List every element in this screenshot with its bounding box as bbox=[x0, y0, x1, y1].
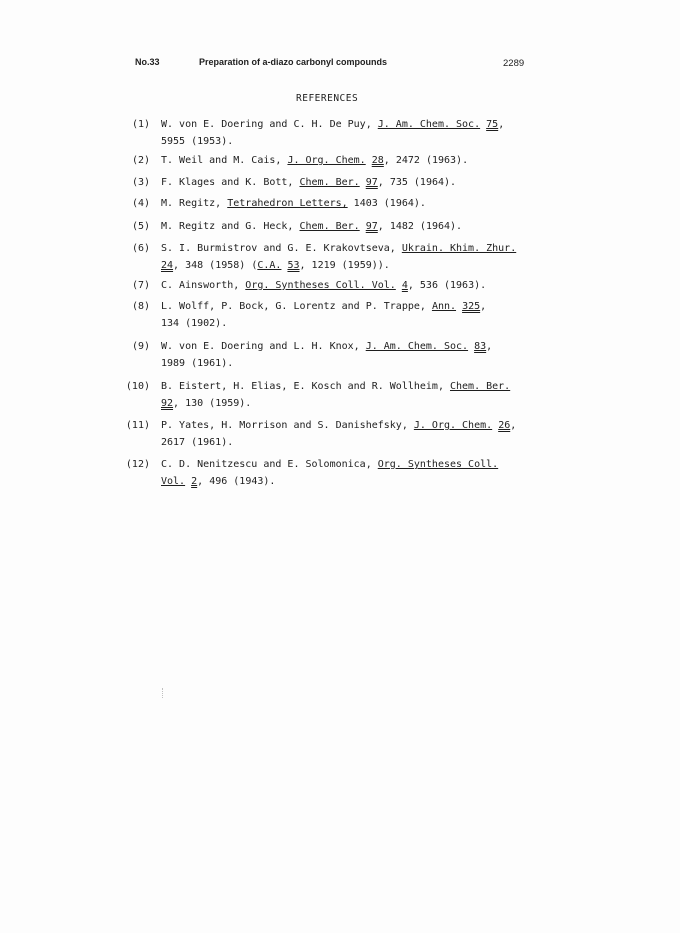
reference-authors: M. Regitz and G. Heck, bbox=[161, 221, 300, 232]
reference-volume: 75 bbox=[486, 119, 499, 130]
reference-body bbox=[161, 277, 541, 294]
references-heading: REFERENCES bbox=[296, 93, 359, 104]
reference-citation: 1403 (1964). bbox=[347, 198, 426, 209]
reference-body bbox=[161, 218, 541, 235]
reference-number: (6) bbox=[131, 243, 150, 254]
reference-volume: 97 bbox=[365, 177, 378, 188]
reference-citation: , 130 (1959). bbox=[173, 398, 252, 409]
reference-volume: 325 bbox=[462, 301, 481, 312]
reference-continuation: 134 (1902). bbox=[161, 318, 228, 329]
reference-body bbox=[161, 338, 541, 372]
page-number: 2289 bbox=[503, 58, 525, 69]
reference-body bbox=[161, 378, 541, 412]
reference-journal: J. Org. Chem. bbox=[413, 420, 493, 431]
reference-authors: C. Ainsworth, bbox=[161, 280, 246, 291]
scan-speck bbox=[162, 688, 166, 698]
reference-volume: 83 bbox=[474, 341, 487, 352]
reference-journal: J. Org. Chem. bbox=[287, 155, 366, 166]
reference-authors: L. Wolff, P. Bock, G. Lorentz and P. Trappe, bbox=[161, 301, 432, 312]
reference-body bbox=[161, 298, 541, 332]
reference-number: (12) bbox=[125, 459, 150, 470]
reference-number: (7) bbox=[131, 280, 150, 291]
reference-volume: 28 bbox=[371, 155, 384, 166]
reference-authors: F. Klages and K. Bott, bbox=[161, 177, 300, 188]
reference-body bbox=[161, 152, 541, 169]
reference-volume: 26 bbox=[498, 420, 511, 431]
reference-body bbox=[161, 174, 541, 191]
reference-citation: , bbox=[480, 301, 487, 312]
reference-body bbox=[161, 195, 541, 212]
reference-volume: 97 bbox=[365, 221, 378, 232]
reference-citation: , bbox=[486, 341, 493, 352]
reference-number: (10) bbox=[125, 381, 150, 392]
reference-body bbox=[161, 456, 541, 490]
reference-continuation: 1989 (1961). bbox=[161, 358, 234, 369]
reference-journal: Vol. bbox=[161, 476, 186, 487]
reference-citation: , 735 (1964). bbox=[377, 177, 457, 188]
reference-citation: , 348 (1958) ( bbox=[173, 260, 258, 271]
reference-body bbox=[161, 116, 541, 150]
reference-journal: Org. Syntheses Coll. Vol. bbox=[245, 280, 396, 291]
reference-journal: Ukrain. Khim. Zhur. bbox=[401, 243, 517, 254]
reference-journal: Tetrahedron Letters, bbox=[227, 198, 348, 209]
reference-volume: 2 bbox=[191, 476, 198, 487]
reference-continuation: 2617 (1961). bbox=[161, 437, 234, 448]
reference-citation: , bbox=[498, 119, 505, 130]
reference-journal: J. Am. Chem. Soc. bbox=[377, 119, 481, 130]
reference-number: (1) bbox=[131, 119, 150, 130]
reference-journal: Chem. Ber. bbox=[449, 381, 511, 392]
reference-journal: Org. Syntheses Coll. bbox=[377, 459, 499, 470]
reference-authors: P. Yates, H. Morrison and S. Danishefsky, bbox=[161, 420, 414, 431]
reference-journal: J. Am. Chem. Soc. bbox=[365, 341, 469, 352]
reference-volume: 53 bbox=[287, 260, 300, 271]
paper-title: Preparation of a-diazo carbonyl compounds bbox=[199, 57, 388, 67]
reference-authors: C. D. Nenitzescu and E. Solomonica, bbox=[161, 459, 378, 470]
reference-body bbox=[161, 240, 541, 274]
reference-continuation: 5955 (1953). bbox=[161, 136, 234, 147]
reference-number: (11) bbox=[125, 420, 150, 431]
reference-journal: Chem. Ber. bbox=[299, 177, 360, 188]
reference-authors: B. Eistert, H. Elias, E. Kosch and R. Wollheim, bbox=[161, 381, 450, 392]
reference-number: (5) bbox=[131, 221, 150, 232]
reference-authors: M. Regitz, bbox=[161, 198, 228, 209]
reference-citation: , 496 (1943). bbox=[197, 476, 276, 487]
reference-number: (2) bbox=[131, 155, 150, 166]
reference-journal: Ann. bbox=[431, 301, 457, 312]
reference-citation: , 1482 (1964). bbox=[377, 221, 463, 232]
reference-number: (8) bbox=[131, 301, 150, 312]
reference-authors: T. Weil and M. Cais, bbox=[161, 155, 288, 166]
reference-citation: , 2472 (1963). bbox=[383, 155, 469, 166]
reference-journal: Chem. Ber. bbox=[299, 221, 360, 232]
reference-number: (4) bbox=[131, 198, 150, 209]
reference-citation: , 536 (1963). bbox=[407, 280, 487, 291]
journal-number: No.33 bbox=[135, 57, 160, 67]
reference-number: (9) bbox=[131, 341, 150, 352]
reference-volume: 4 bbox=[401, 280, 408, 291]
reference-volume: 92 bbox=[161, 398, 174, 409]
reference-citation: , bbox=[510, 420, 517, 431]
running-head bbox=[135, 57, 535, 71]
reference-authors: W. von E. Doering and C. H. De Puy, bbox=[161, 119, 378, 130]
reference-authors: W. von E. Doering and L. H. Knox, bbox=[161, 341, 366, 352]
reference-volume: 24 bbox=[161, 260, 174, 271]
reference-journal: C.A. bbox=[257, 260, 282, 271]
reference-number: (3) bbox=[131, 177, 150, 188]
reference-body bbox=[161, 417, 541, 451]
reference-authors: S. I. Burmistrov and G. E. Krakovtseva, bbox=[161, 243, 402, 254]
reference-citation: , 1219 (1959)). bbox=[299, 260, 390, 271]
